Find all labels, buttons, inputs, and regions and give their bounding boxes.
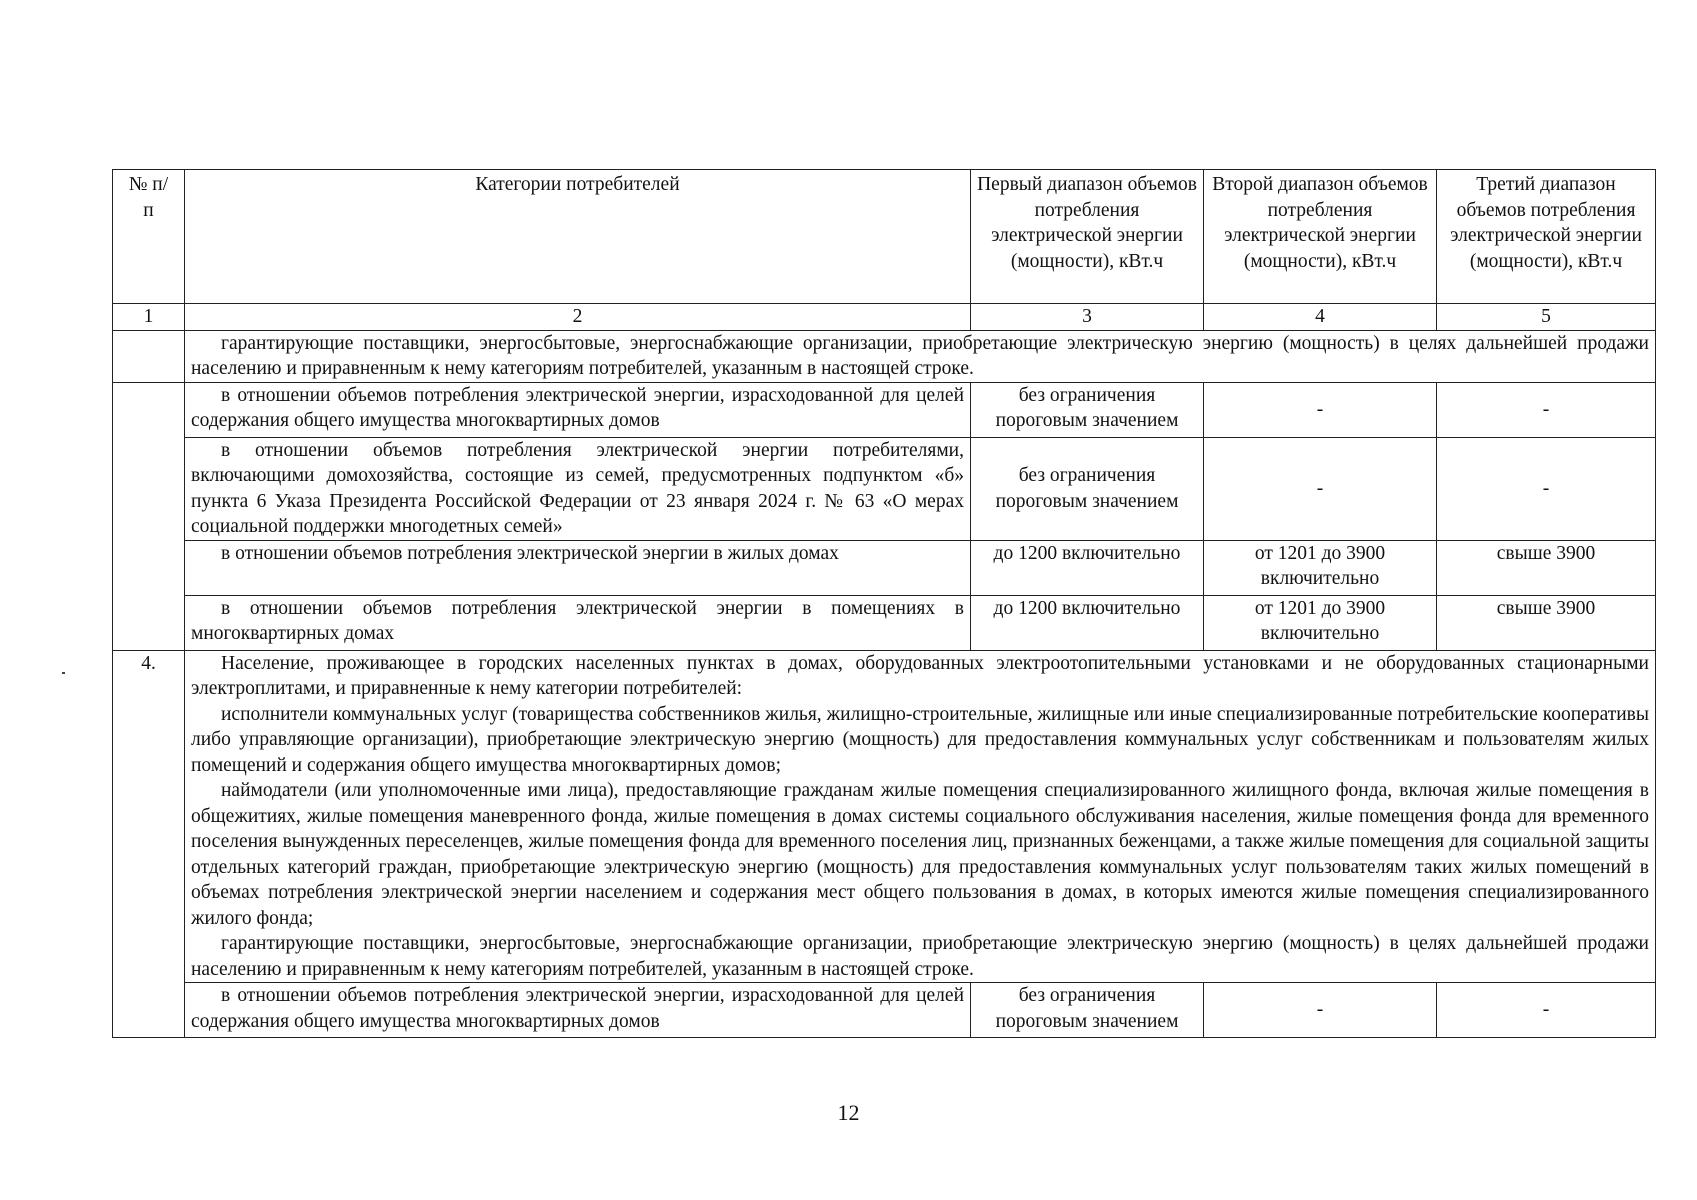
header-category: Категории потребителей: [185, 170, 971, 304]
row-range2: от 1201 до 3900 включительно: [1204, 595, 1437, 650]
tariff-table: [112, 169, 1656, 1038]
row-range3: свыше 3900: [1437, 540, 1656, 595]
section4-paragraph: гарантирующие поставщики, энергосбытовые, энергоснабжающие организации, приобретающие электрическую энергию (мощность) в целях дальнейшей продажи населению и приравненным к нему категориям потребителей, указанным в настоящей строке.: [191, 933, 1649, 980]
row-range1: без ограничения пороговым значением: [971, 382, 1204, 437]
page-number: 12: [837, 1100, 860, 1125]
row-category: в отношении объемов потребления электрической энергии в жилых домах: [185, 540, 971, 595]
row-category: в отношении объемов потребления электрической энергии в помещениях в многоквартирных домах: [185, 595, 971, 650]
column-number: 2: [185, 304, 971, 331]
section4-paragraph: исполнители коммунальных услуг (товарищества собственников жилья, жилищно-строительные, жилищные или иные специализированные потребительские кооперативы либо управляющие организации), приобретающие электрическую энергию (мощность) для предоставления коммунальных услуг собственникам и пользователям жилых помещений и содержания общего имущества многоквартирных домов;: [191, 703, 1649, 776]
table-row: [113, 595, 1656, 650]
header-num: № п/п: [113, 170, 185, 304]
row-range3: свыше 3900: [1437, 595, 1656, 650]
table-row: [113, 437, 1656, 540]
column-number-row: [113, 304, 1656, 331]
header-range2: Второй диапазон объемов потребления электрической энергии (мощности), кВт.ч: [1204, 170, 1437, 304]
scan-dot: [62, 672, 65, 674]
num-cell-empty: [113, 330, 185, 382]
num-cell-empty: [113, 382, 185, 650]
row-range3: -: [1437, 382, 1656, 437]
row-range3: -: [1437, 983, 1656, 1038]
row-category: в отношении объемов потребления электрической энергии, израсходованной для целей содержания общего имущества многоквартирных домов: [185, 983, 971, 1038]
section-intro-text: гарантирующие поставщики, энергосбытовые, энергоснабжающие организации, приобретающие электрическую энергию (мощность) в целях дальнейшей продажи населению и приравненным к нему категориям потребителей, указанным в настоящей строке.: [185, 330, 1656, 382]
row-range1: до 1200 включительно: [971, 540, 1204, 595]
row-range1: до 1200 включительно: [971, 595, 1204, 650]
row-range3: -: [1437, 437, 1656, 540]
row-range2: -: [1204, 437, 1437, 540]
section-intro-row: [113, 330, 1656, 382]
header-range3: Третий диапазон объемов потребления электрической энергии (мощности), кВт.ч: [1437, 170, 1656, 304]
row-range2: -: [1204, 983, 1437, 1038]
column-number: 1: [113, 304, 185, 331]
section4-paragraph: наймодатели (или уполномоченные ими лица), предоставляющие гражданам жилые помещения специализированного жилищного фонда, включая жилые помещения в общежитиях, жилые помещения маневренного фонда, жилые помещения в домах системы социального обслуживания населения, жилые помещения фонда для временного поселения вынужденных переселенцев, жилые помещения фонда для временного поселения лиц, признанных беженцами, а также жилые помещения для социальной защиты отдельных категорий граждан, приобретающие электрическую энергию (мощность) для предоставления коммунальных услуг пользователям таких жилых помещений в объемах потребления электрической энергии населением и содержания мест общего пользования в домах, в которых имеются жилые помещения специализированного жилого фонда;: [191, 780, 1649, 929]
table-row: [113, 382, 1656, 437]
row-range2: от 1201 до 3900 включительно: [1204, 540, 1437, 595]
table-row: [113, 540, 1656, 595]
table-row: [113, 983, 1656, 1038]
row-range2: -: [1204, 382, 1437, 437]
row-category: в отношении объемов потребления электрической энергии потребителями, включающими домохозяйства, состоящие из семей, предусмотренных подпунктом «б» пункта 6 Указа Президента Российской Федерации от 23 января 2024 г. № 63 «О мерах социальной поддержки многодетных семей»: [185, 437, 971, 540]
header-range1: Первый диапазон объемов потребления электрической энергии (мощности), кВт.ч: [971, 170, 1204, 304]
row-range1: без ограничения пороговым значением: [971, 983, 1204, 1038]
section4-paragraph: Население, проживающее в городских населенных пунктах в домах, оборудованных электроотопительными установками и не оборудованных стационарными электроплитами, и приравненные к нему категории потребителей:: [191, 652, 1649, 699]
section4-text: [185, 650, 1656, 983]
column-number: 4: [1204, 304, 1437, 331]
section4-row: [113, 650, 1656, 983]
row-category: в отношении объемов потребления электрической энергии, израсходованной для целей содержания общего имущества многоквартирных домов: [185, 382, 971, 437]
header-row: [113, 170, 1656, 304]
column-number: 3: [971, 304, 1204, 331]
section-number: 4.: [113, 650, 185, 1038]
row-range1: без ограничения пороговым значением: [971, 437, 1204, 540]
column-number: 5: [1437, 304, 1656, 331]
